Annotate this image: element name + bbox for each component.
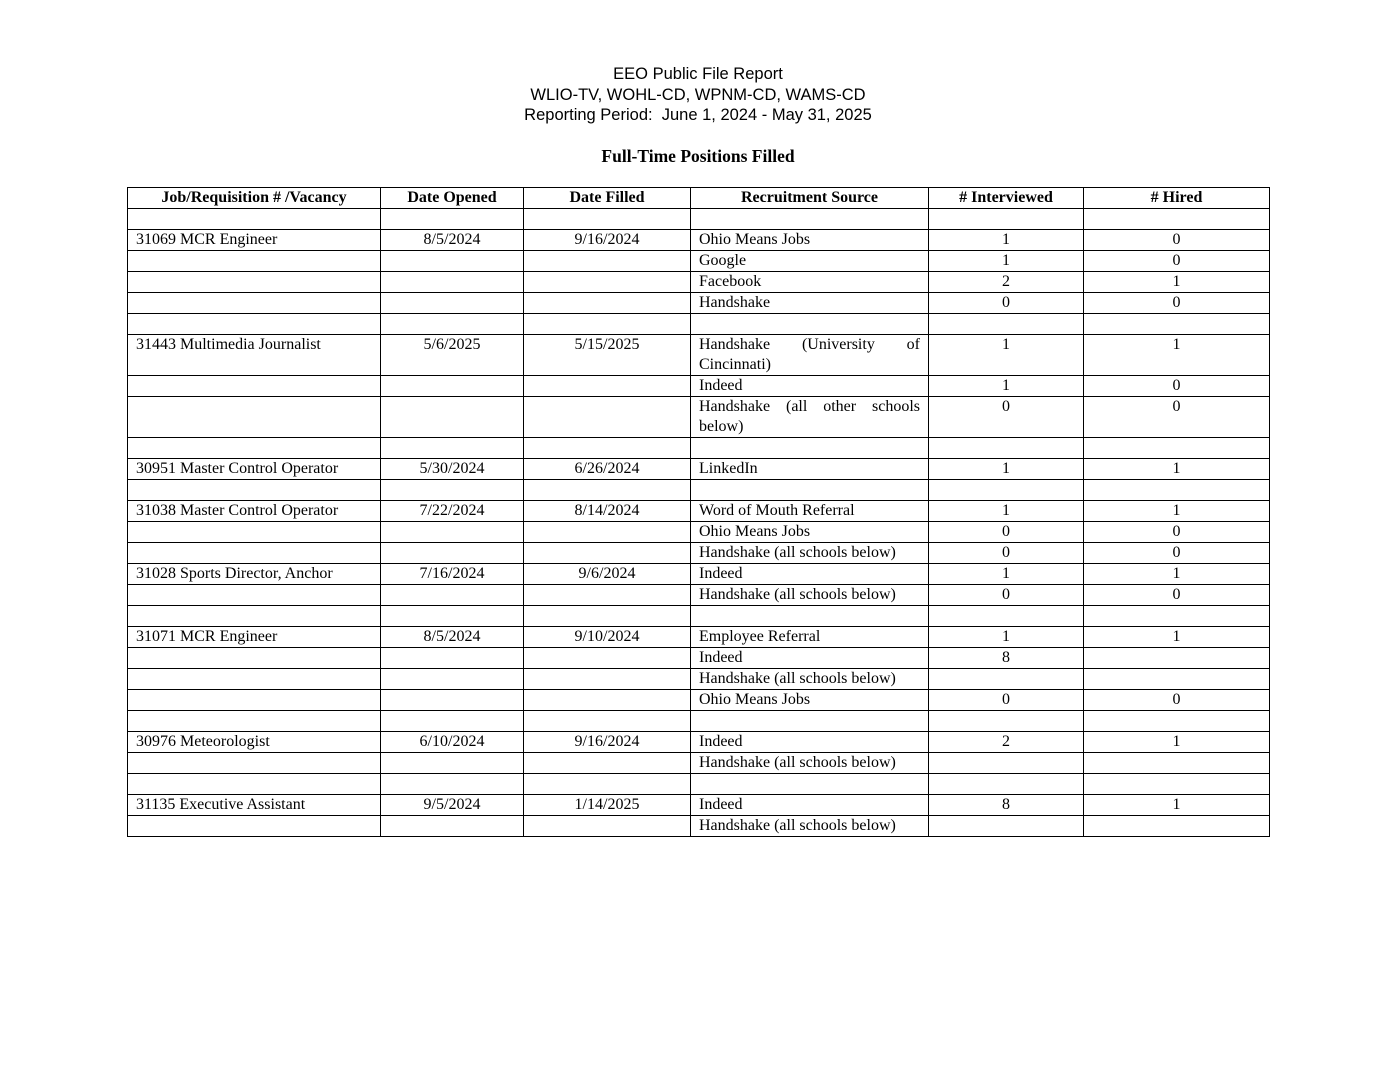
table-row — [128, 459, 1270, 480]
hired-cell: 1 — [1084, 732, 1270, 753]
job-cell — [128, 606, 381, 627]
date-opened-cell — [381, 376, 524, 397]
table-row — [128, 480, 1270, 501]
job-cell: 31028 Sports Director, Anchor — [128, 564, 381, 585]
table-row — [128, 753, 1270, 774]
interviewed-cell — [929, 774, 1084, 795]
hired-cell — [1084, 669, 1270, 690]
interviewed-cell: 1 — [929, 376, 1084, 397]
table-row — [128, 397, 1270, 438]
recruitment-source-cell: Indeed — [691, 732, 929, 753]
table-row — [128, 438, 1270, 459]
date-opened-cell: 5/6/2025 — [381, 335, 524, 376]
date-filled-cell — [524, 648, 691, 669]
date-opened-cell — [381, 293, 524, 314]
date-filled-cell — [524, 209, 691, 230]
job-cell — [128, 648, 381, 669]
interviewed-cell: 8 — [929, 648, 1084, 669]
interviewed-cell: 2 — [929, 732, 1084, 753]
recruitment-source-cell — [691, 314, 929, 335]
column-header: Job/Requisition # /Vacancy — [128, 188, 381, 209]
table-row — [128, 564, 1270, 585]
job-cell — [128, 816, 381, 837]
job-cell: 31443 Multimedia Journalist — [128, 335, 381, 376]
table-body — [128, 209, 1270, 837]
table-row — [128, 335, 1270, 376]
hired-cell — [1084, 774, 1270, 795]
recruitment-source-cell: Handshake (all other schools below) — [691, 397, 929, 438]
date-filled-cell — [524, 711, 691, 732]
date-opened-cell — [381, 397, 524, 438]
report-header — [0, 64, 1396, 126]
interviewed-cell — [929, 816, 1084, 837]
table-row — [128, 732, 1270, 753]
date-filled-cell — [524, 438, 691, 459]
date-opened-cell — [381, 648, 524, 669]
hired-cell — [1084, 711, 1270, 732]
table-row — [128, 293, 1270, 314]
job-cell — [128, 480, 381, 501]
interviewed-cell — [929, 438, 1084, 459]
date-filled-cell: 9/16/2024 — [524, 230, 691, 251]
job-cell — [128, 272, 381, 293]
job-cell: 31135 Executive Assistant — [128, 795, 381, 816]
recruitment-source-cell: Indeed — [691, 648, 929, 669]
date-filled-cell — [524, 585, 691, 606]
date-opened-cell — [381, 438, 524, 459]
date-filled-cell — [524, 272, 691, 293]
date-filled-cell — [524, 397, 691, 438]
date-filled-cell — [524, 314, 691, 335]
table-row — [128, 669, 1270, 690]
column-header: # Hired — [1084, 188, 1270, 209]
table-row — [128, 501, 1270, 522]
interviewed-cell — [929, 606, 1084, 627]
date-opened-cell — [381, 209, 524, 230]
hired-cell — [1084, 816, 1270, 837]
job-cell — [128, 251, 381, 272]
table-row — [128, 711, 1270, 732]
date-filled-cell — [524, 543, 691, 564]
recruitment-source-cell: Indeed — [691, 564, 929, 585]
interviewed-cell: 0 — [929, 397, 1084, 438]
date-opened-cell — [381, 606, 524, 627]
hired-cell: 1 — [1084, 564, 1270, 585]
date-opened-cell: 7/16/2024 — [381, 564, 524, 585]
hired-cell: 0 — [1084, 543, 1270, 564]
table-row — [128, 543, 1270, 564]
job-cell — [128, 293, 381, 314]
interviewed-cell: 8 — [929, 795, 1084, 816]
section-title: Full-Time Positions Filled — [601, 146, 795, 166]
recruitment-source-cell: Handshake (all schools below) — [691, 753, 929, 774]
hired-cell: 0 — [1084, 522, 1270, 543]
date-opened-cell — [381, 774, 524, 795]
job-cell: 31069 MCR Engineer — [128, 230, 381, 251]
interviewed-cell — [929, 314, 1084, 335]
recruitment-source-cell — [691, 774, 929, 795]
recruitment-source-cell — [691, 606, 929, 627]
hired-cell: 1 — [1084, 272, 1270, 293]
positions-table — [127, 187, 1270, 837]
column-header: Recruitment Source — [691, 188, 929, 209]
date-filled-cell: 9/16/2024 — [524, 732, 691, 753]
date-filled-cell: 9/10/2024 — [524, 627, 691, 648]
date-opened-cell: 6/10/2024 — [381, 732, 524, 753]
date-filled-cell — [524, 753, 691, 774]
hired-cell — [1084, 314, 1270, 335]
report-title: EEO Public File Report — [613, 65, 783, 83]
recruitment-source-cell: Handshake (University of Cincinnati) — [691, 335, 929, 376]
recruitment-source-cell: LinkedIn — [691, 459, 929, 480]
hired-cell — [1084, 209, 1270, 230]
date-opened-cell: 5/30/2024 — [381, 459, 524, 480]
interviewed-cell: 1 — [929, 335, 1084, 376]
date-filled-cell — [524, 293, 691, 314]
date-opened-cell: 8/5/2024 — [381, 627, 524, 648]
interviewed-cell — [929, 711, 1084, 732]
table-row — [128, 627, 1270, 648]
date-filled-cell — [524, 376, 691, 397]
date-opened-cell — [381, 522, 524, 543]
recruitment-source-cell: Handshake — [691, 293, 929, 314]
recruitment-source-cell — [691, 480, 929, 501]
recruitment-source-cell — [691, 711, 929, 732]
date-filled-cell — [524, 251, 691, 272]
table-row — [128, 606, 1270, 627]
date-filled-cell: 9/6/2024 — [524, 564, 691, 585]
hired-cell — [1084, 753, 1270, 774]
job-cell — [128, 669, 381, 690]
job-cell — [128, 690, 381, 711]
date-opened-cell — [381, 690, 524, 711]
job-cell — [128, 753, 381, 774]
interviewed-cell — [929, 753, 1084, 774]
job-cell: 30951 Master Control Operator — [128, 459, 381, 480]
date-filled-cell — [524, 606, 691, 627]
table-row — [128, 314, 1270, 335]
recruitment-source-cell: Indeed — [691, 795, 929, 816]
recruitment-source-cell: Handshake (all schools below) — [691, 585, 929, 606]
date-opened-cell — [381, 669, 524, 690]
hired-cell: 1 — [1084, 459, 1270, 480]
interviewed-cell: 0 — [929, 585, 1084, 606]
interviewed-cell: 0 — [929, 522, 1084, 543]
table-row — [128, 209, 1270, 230]
recruitment-source-cell: Ohio Means Jobs — [691, 690, 929, 711]
column-header: Date Filled — [524, 188, 691, 209]
hired-cell — [1084, 648, 1270, 669]
date-opened-cell — [381, 251, 524, 272]
date-opened-cell: 9/5/2024 — [381, 795, 524, 816]
recruitment-source-cell: Employee Referral — [691, 627, 929, 648]
interviewed-cell — [929, 209, 1084, 230]
job-cell — [128, 209, 381, 230]
date-opened-cell — [381, 543, 524, 564]
table-header-row — [128, 188, 1270, 209]
recruitment-source-cell: Handshake (all schools below) — [691, 543, 929, 564]
recruitment-source-cell: Handshake (all schools below) — [691, 816, 929, 837]
hired-cell: 0 — [1084, 690, 1270, 711]
date-opened-cell: 8/5/2024 — [381, 230, 524, 251]
hired-cell: 0 — [1084, 585, 1270, 606]
table-row — [128, 522, 1270, 543]
job-cell — [128, 314, 381, 335]
interviewed-cell — [929, 669, 1084, 690]
interviewed-cell: 0 — [929, 690, 1084, 711]
table-row — [128, 376, 1270, 397]
date-opened-cell: 7/22/2024 — [381, 501, 524, 522]
reporting-period: Reporting Period: June 1, 2024 - May 31, 2025 — [524, 106, 872, 124]
table-row — [128, 816, 1270, 837]
recruitment-source-cell — [691, 209, 929, 230]
hired-cell: 0 — [1084, 293, 1270, 314]
job-cell: 31038 Master Control Operator — [128, 501, 381, 522]
job-cell — [128, 543, 381, 564]
job-cell — [128, 376, 381, 397]
interviewed-cell: 1 — [929, 251, 1084, 272]
interviewed-cell: 2 — [929, 272, 1084, 293]
table-row — [128, 795, 1270, 816]
interviewed-cell: 0 — [929, 543, 1084, 564]
job-cell — [128, 397, 381, 438]
recruitment-source-cell: Facebook — [691, 272, 929, 293]
table-row — [128, 690, 1270, 711]
date-filled-cell: 5/15/2025 — [524, 335, 691, 376]
hired-cell: 1 — [1084, 335, 1270, 376]
table-row — [128, 272, 1270, 293]
date-opened-cell — [381, 314, 524, 335]
date-filled-cell — [524, 480, 691, 501]
hired-cell: 1 — [1084, 501, 1270, 522]
job-cell: 30976 Meteorologist — [128, 732, 381, 753]
column-header: # Interviewed — [929, 188, 1084, 209]
date-filled-cell — [524, 690, 691, 711]
hired-cell — [1084, 438, 1270, 459]
date-opened-cell — [381, 480, 524, 501]
date-opened-cell — [381, 816, 524, 837]
recruitment-source-cell — [691, 438, 929, 459]
recruitment-source-cell: Ohio Means Jobs — [691, 230, 929, 251]
hired-cell: 0 — [1084, 251, 1270, 272]
column-header: Date Opened — [381, 188, 524, 209]
date-opened-cell — [381, 753, 524, 774]
date-filled-cell — [524, 816, 691, 837]
recruitment-source-cell: Indeed — [691, 376, 929, 397]
table-row — [128, 774, 1270, 795]
interviewed-cell: 1 — [929, 459, 1084, 480]
date-filled-cell — [524, 522, 691, 543]
recruitment-source-cell: Ohio Means Jobs — [691, 522, 929, 543]
date-filled-cell — [524, 774, 691, 795]
date-filled-cell: 6/26/2024 — [524, 459, 691, 480]
interviewed-cell: 0 — [929, 293, 1084, 314]
date-filled-cell: 1/14/2025 — [524, 795, 691, 816]
interviewed-cell: 1 — [929, 627, 1084, 648]
table-row — [128, 585, 1270, 606]
hired-cell: 1 — [1084, 795, 1270, 816]
recruitment-source-cell: Google — [691, 251, 929, 272]
hired-cell — [1084, 480, 1270, 501]
job-cell — [128, 585, 381, 606]
date-opened-cell — [381, 711, 524, 732]
hired-cell: 1 — [1084, 627, 1270, 648]
table-row — [128, 648, 1270, 669]
interviewed-cell: 1 — [929, 501, 1084, 522]
hired-cell: 0 — [1084, 230, 1270, 251]
date-filled-cell — [524, 669, 691, 690]
interviewed-cell: 1 — [929, 564, 1084, 585]
date-opened-cell — [381, 272, 524, 293]
recruitment-source-cell: Word of Mouth Referral — [691, 501, 929, 522]
job-cell — [128, 522, 381, 543]
interviewed-cell: 1 — [929, 230, 1084, 251]
job-cell — [128, 438, 381, 459]
table-row — [128, 251, 1270, 272]
hired-cell: 0 — [1084, 376, 1270, 397]
job-cell — [128, 711, 381, 732]
recruitment-source-cell: Handshake (all schools below) — [691, 669, 929, 690]
interviewed-cell — [929, 480, 1084, 501]
date-opened-cell — [381, 585, 524, 606]
date-filled-cell: 8/14/2024 — [524, 501, 691, 522]
job-cell: 31071 MCR Engineer — [128, 627, 381, 648]
hired-cell — [1084, 606, 1270, 627]
table-row — [128, 230, 1270, 251]
job-cell — [128, 774, 381, 795]
hired-cell: 0 — [1084, 397, 1270, 438]
station-list: WLIO-TV, WOHL-CD, WPNM-CD, WAMS-CD — [530, 85, 866, 104]
